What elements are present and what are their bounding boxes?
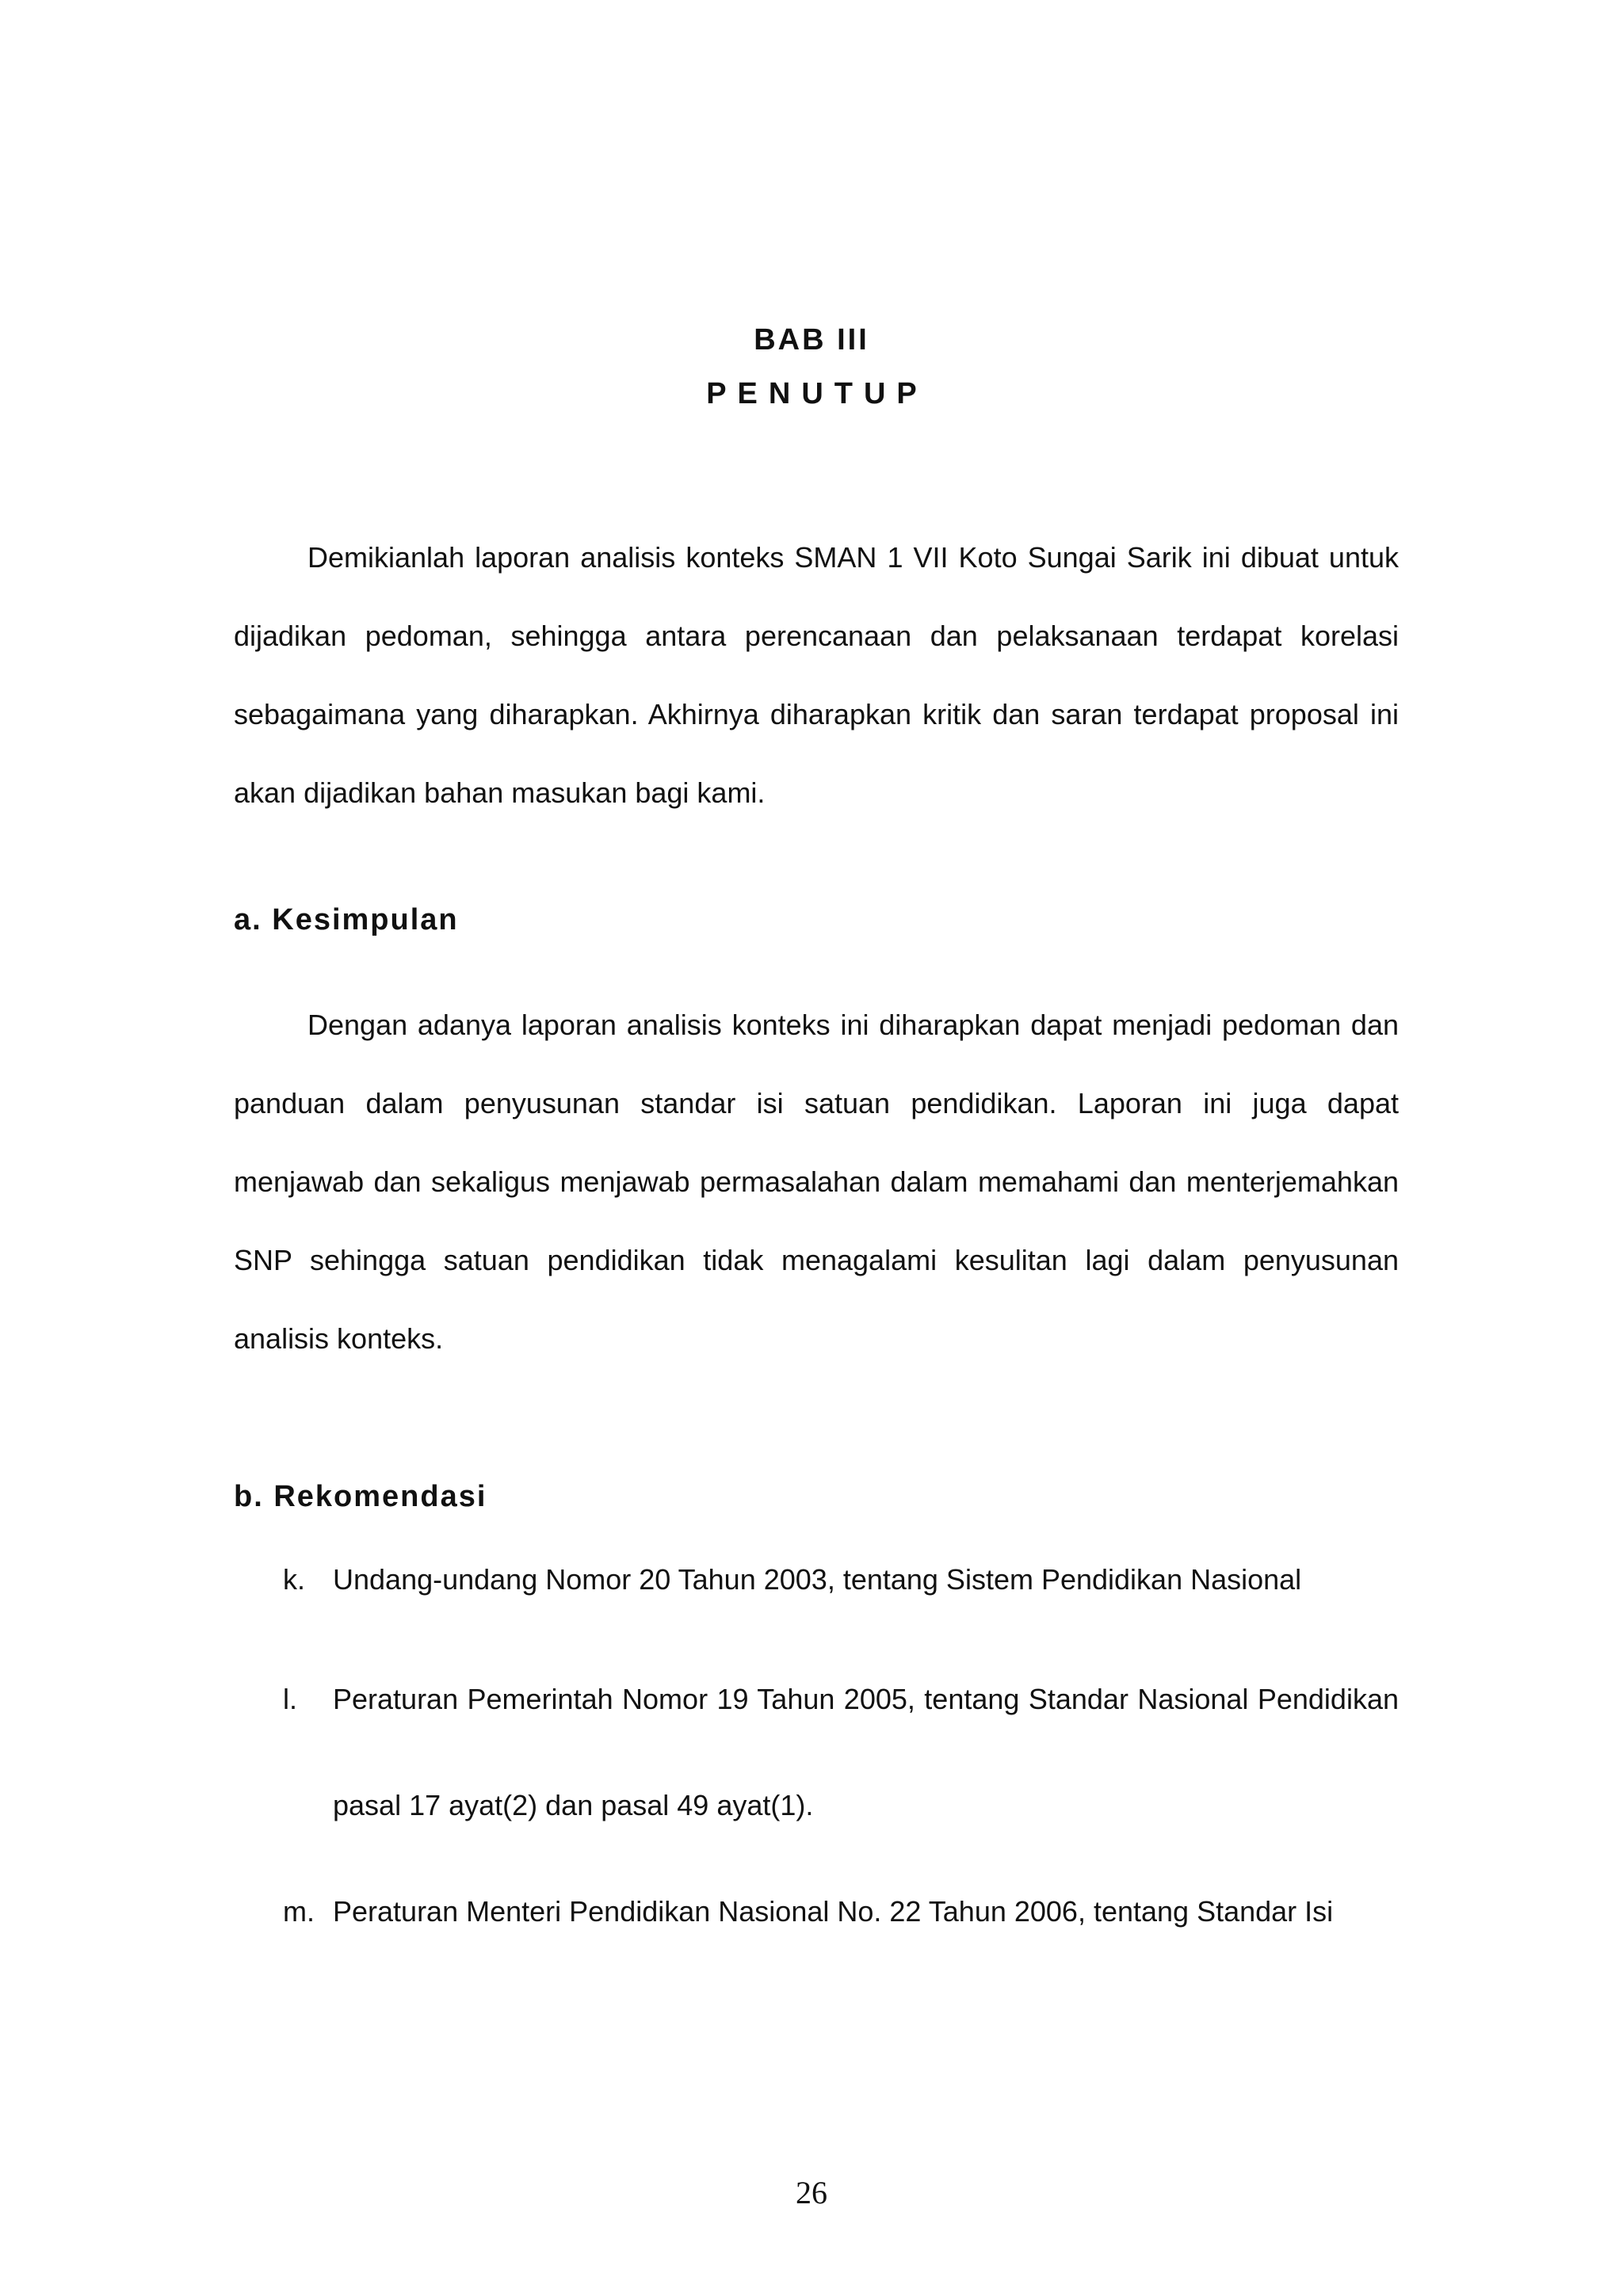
section-heading-rekomendasi: b. Rekomendasi [234, 1480, 487, 1513]
list-marker: k. [283, 1563, 306, 1596]
list-marker: l. [283, 1683, 297, 1715]
list-item-text: Undang-undang Nomor 20 Tahun 2003, tentang Sistem Pendidikan Nasional [333, 1563, 1302, 1596]
recommendation-list [234, 1547, 1399, 1962]
kesimpulan-paragraph: Dengan adanya laporan analisis konteks ini diharapkan dapat menjadi pedoman dan panduan dalam penyusunan standar isi satuan pendidikan. Laporan ini juga dapat menjawab dan sekaligus menjawab permasalahan dalam memahami dan menterjemahkan SNP sehingga satuan pendidikan tidak menagalami kesulitan lagi dalam penyusunan analisis konteks. [234, 1009, 1399, 1355]
page-number: 26 [796, 2175, 827, 2210]
section-heading-kesimpulan: a. Kesimpulan [234, 903, 459, 936]
list-item [234, 1646, 1399, 1859]
list-item-text: Peraturan Pemerintah Nomor 19 Tahun 2005, tentang Standar Nasional Pendidikan pasal 17 ayat(2) dan pasal 49 ayat(1). [333, 1683, 1399, 1821]
chapter-title: PENUTUP [706, 377, 928, 410]
chapter-label: BAB III [754, 323, 869, 357]
intro-paragraph: Demikianlah laporan analisis konteks SMAN 1 VII Koto Sungai Sarik ini dibuat untuk dijadikan pedoman, sehingga antara perencanaan dan pelaksanaan terdapat korelasi sebagaimana yang diharapkan. Akhirnya diharapkan kritik dan saran terdapat proposal ini akan dijadikan bahan masukan bagi kami. [234, 541, 1399, 809]
list-marker: m. [283, 1895, 315, 1928]
list-item [234, 1547, 1399, 1613]
list-item-text: Peraturan Menteri Pendidikan Nasional No. 22 Tahun 2006, tentang Standar Isi [333, 1895, 1334, 1928]
list-item [234, 1862, 1399, 1962]
